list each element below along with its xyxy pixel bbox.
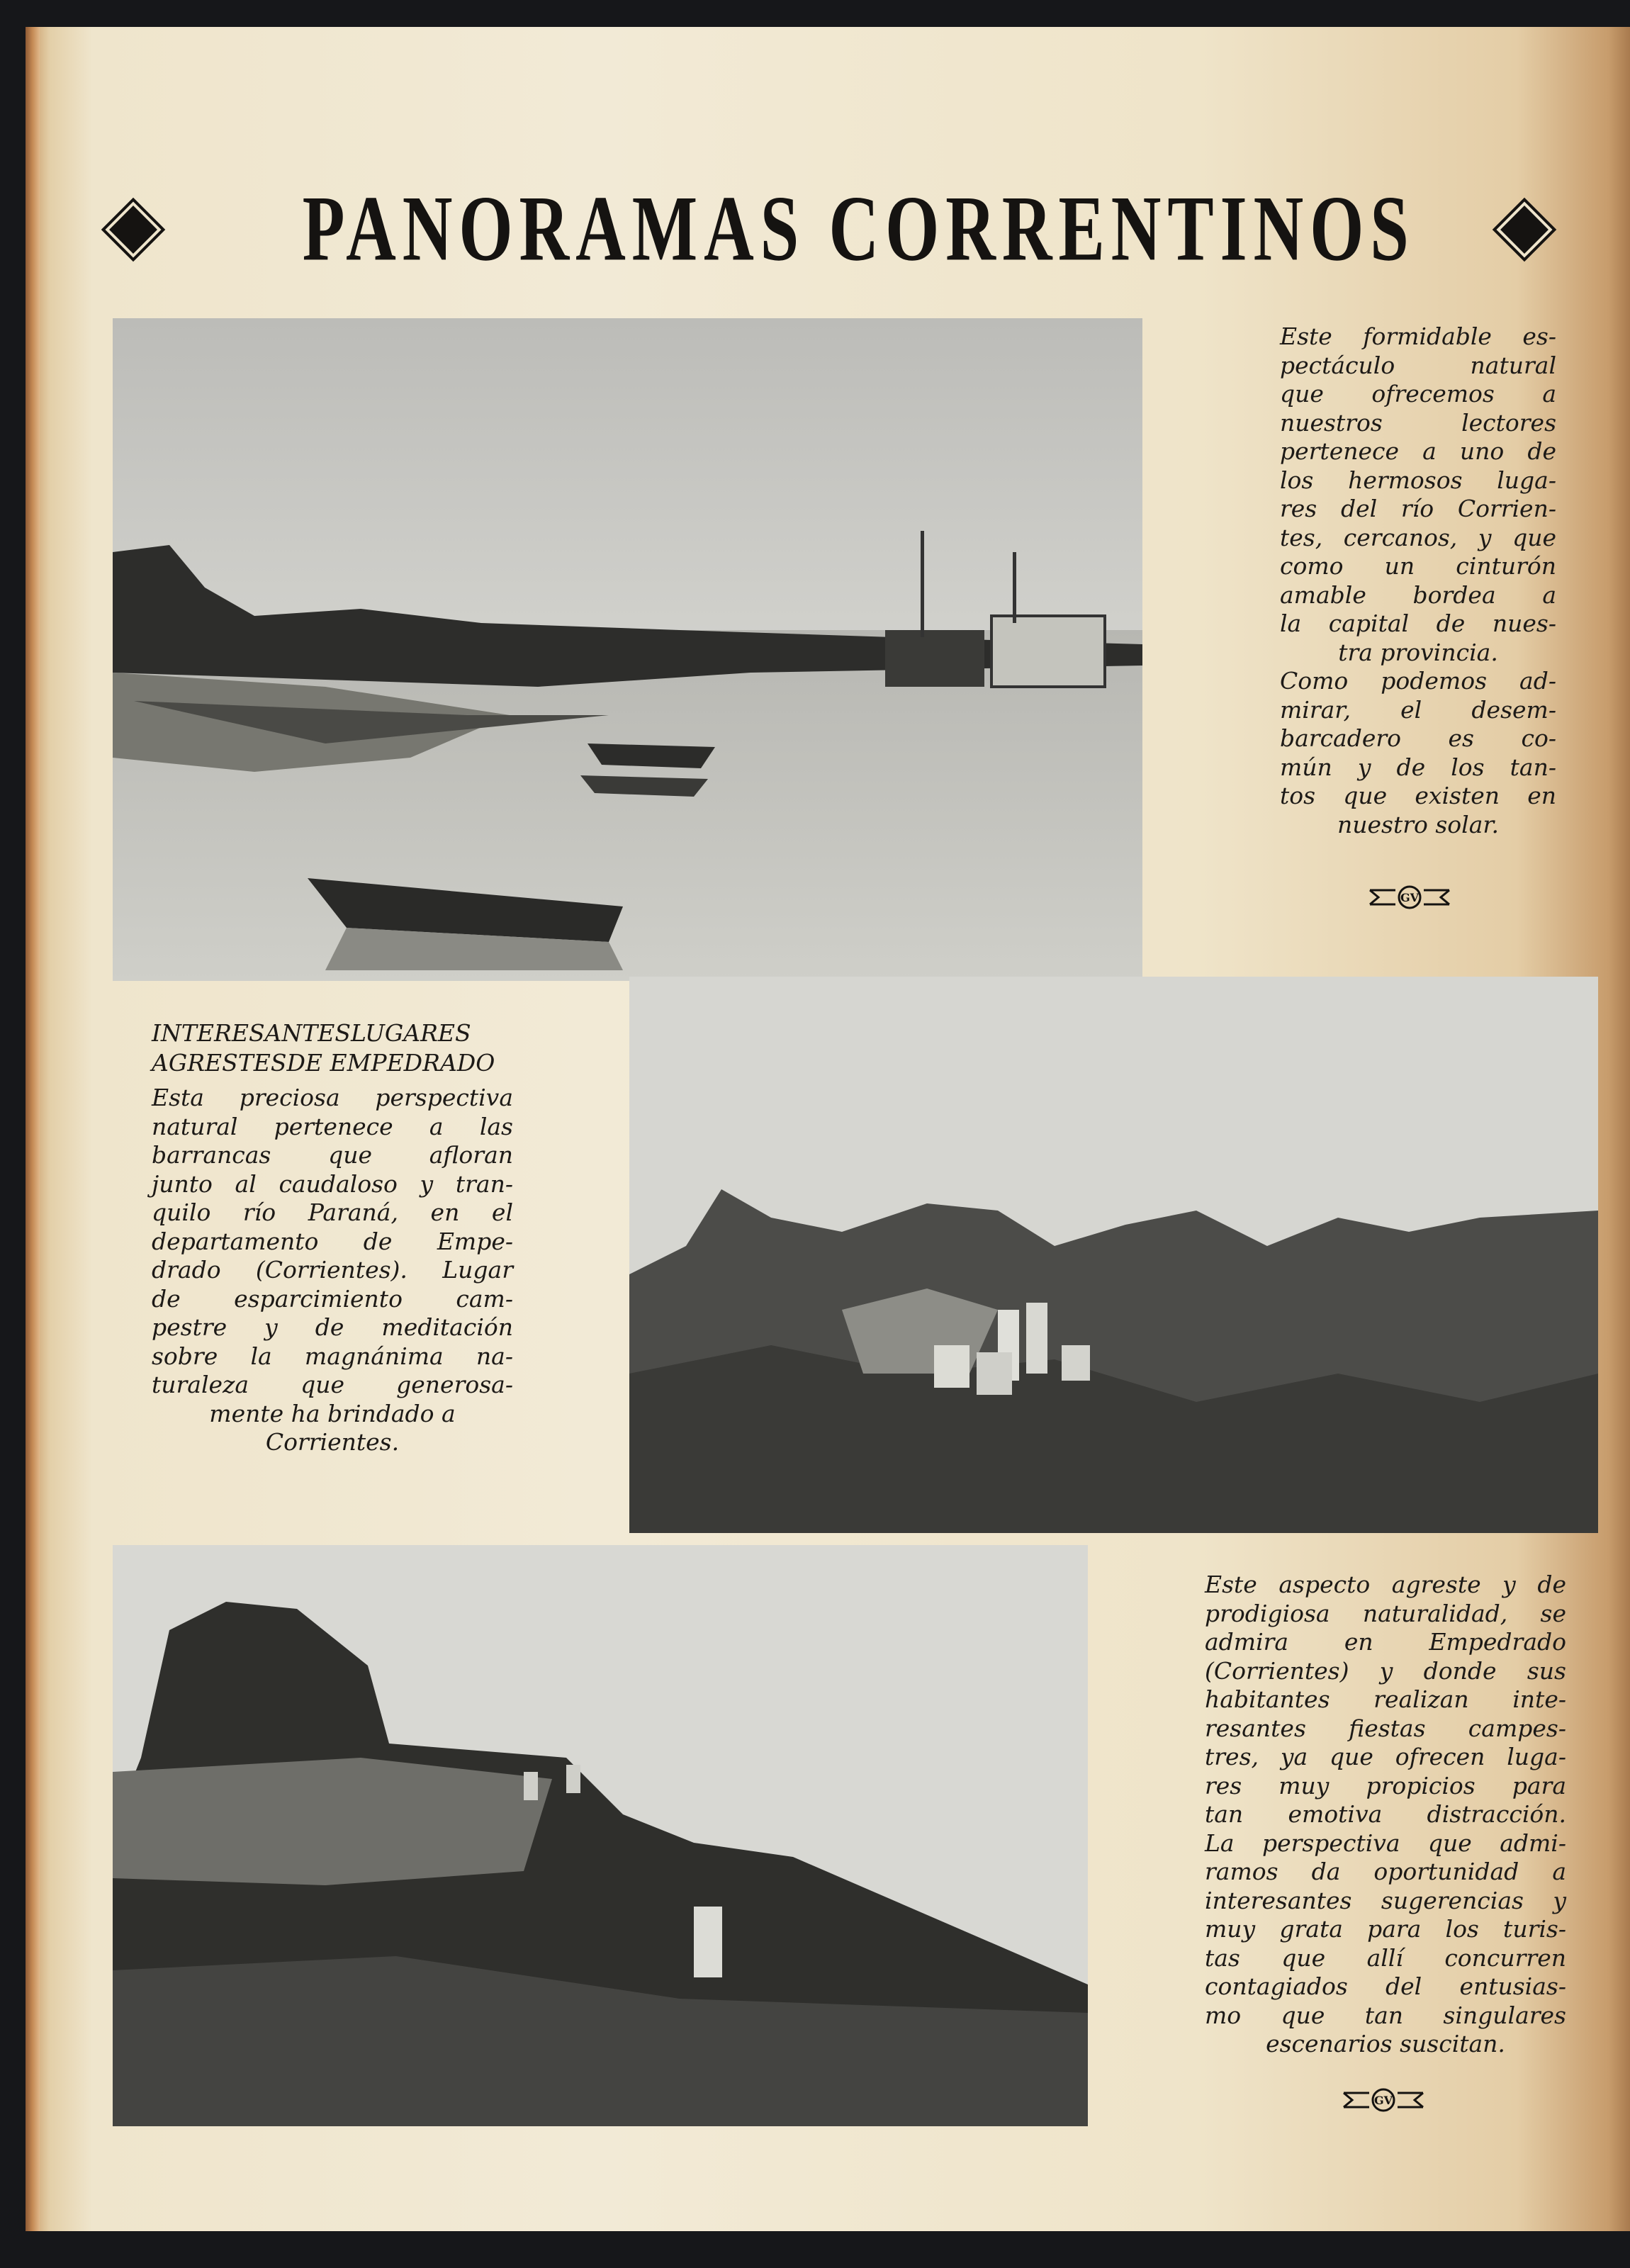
article-2-heading (152, 1018, 513, 1078)
photo-rock-outcrop (113, 1545, 1088, 2126)
text-line: tres, ya que ofrecen luga- (1205, 1743, 1566, 1770)
text-line: (Corrientes) y donde sus (1205, 1656, 1566, 1685)
text-line: tan emotiva distracción. (1205, 1800, 1566, 1828)
text-line: prodigiosa naturalidad, se (1205, 1599, 1566, 1627)
text-line: barcadero es co- (1280, 724, 1556, 752)
text-line: como un cinturón (1280, 552, 1556, 580)
text-line: INTERESANTES (152, 1019, 351, 1047)
text-line: contagiados del entusias- (1205, 1972, 1566, 2000)
page-title: PANORAMAS CORRENTINOS (302, 176, 1415, 281)
article-2 (152, 1018, 513, 1457)
text-line: interesantes sugerencias y (1205, 1886, 1566, 1914)
svg-text:GV: GV (1373, 2094, 1393, 2107)
text-line: admira en Empedrado (1205, 1628, 1566, 1656)
photo-river-port (113, 318, 1142, 981)
ornament-divider-2 (1341, 2087, 1426, 2113)
text-line: turaleza que generosa- (152, 1371, 513, 1398)
ornament-divider-1 (1367, 885, 1452, 910)
text-line: mente ha brindado a (209, 1399, 456, 1427)
text-line: habitantes realizan inte- (1205, 1685, 1566, 1713)
text-line: tes, cercanos, y que (1280, 523, 1556, 551)
text-line: pectáculo natural (1280, 351, 1556, 379)
text-line: los hermosos luga- (1280, 466, 1556, 494)
text-line: res del río Corrien- (1280, 495, 1556, 522)
text-line: LUGARES AGRESTES (152, 1019, 471, 1077)
text-line: La perspectiva que admi- (1205, 1829, 1566, 1857)
svg-text:GV: GV (1400, 891, 1420, 904)
article-3-text (1205, 1571, 1566, 2059)
text-line: Este aspecto agreste y de (1205, 1571, 1566, 1598)
text-line: mún y de los tan- (1280, 753, 1556, 781)
text-line: Esta preciosa perspectiva (152, 1084, 513, 1111)
text-line: junto al caudaloso y tran- (152, 1169, 513, 1198)
text-line: Como podemos ad- (1280, 667, 1556, 695)
text-line: amable bordea a (1280, 580, 1556, 609)
text-line: mo que tan singulares (1205, 2001, 1566, 2029)
page-spine (26, 27, 40, 2231)
article-2-text (152, 1084, 513, 1457)
text-line: que ofrecemos a (1280, 380, 1556, 408)
text-line: pertenece a uno de (1280, 437, 1556, 465)
text-line: tas que allí concurren (1205, 1943, 1566, 1972)
text-line: mirar, el desem- (1280, 695, 1556, 724)
text-line: muy grata para los turis- (1205, 1915, 1566, 1943)
text-line: escenarios suscitan. (1266, 2030, 1505, 2058)
text-line: sobre la magnánima na- (152, 1342, 513, 1370)
text-line: resantes fiestas campes- (1205, 1714, 1566, 1742)
text-line: nuestro solar. (1337, 810, 1500, 838)
text-line: pestre y de meditación (152, 1313, 513, 1341)
page-title-box (234, 176, 1415, 291)
text-line: res muy propicios para (1205, 1771, 1566, 1800)
text-line: la capital de nues- (1280, 610, 1556, 637)
text-line: drado (Corrientes). Lugar (152, 1256, 513, 1284)
text-line: quilo río Paraná, en el (152, 1198, 513, 1226)
text-line: departamento de Empe- (152, 1227, 513, 1255)
article-1-text (1280, 322, 1556, 839)
photo-barrancas-empedrado (629, 977, 1598, 1533)
text-line: de esparcimiento cam- (152, 1284, 513, 1313)
text-line: Corrientes. (265, 1428, 400, 1456)
text-line: ramos da oportunidad a (1205, 1858, 1566, 1885)
text-line: tra provincia. (1338, 638, 1498, 666)
text-line: natural pertenece a las (152, 1112, 513, 1140)
text-line: Este formidable es- (1280, 322, 1556, 350)
text-line: nuestros lectores (1280, 408, 1556, 437)
text-line: DE EMPEDRADO (286, 1049, 495, 1077)
text-line: tos que existen en (1280, 782, 1556, 809)
text-line: barrancas que afloran (152, 1141, 513, 1169)
